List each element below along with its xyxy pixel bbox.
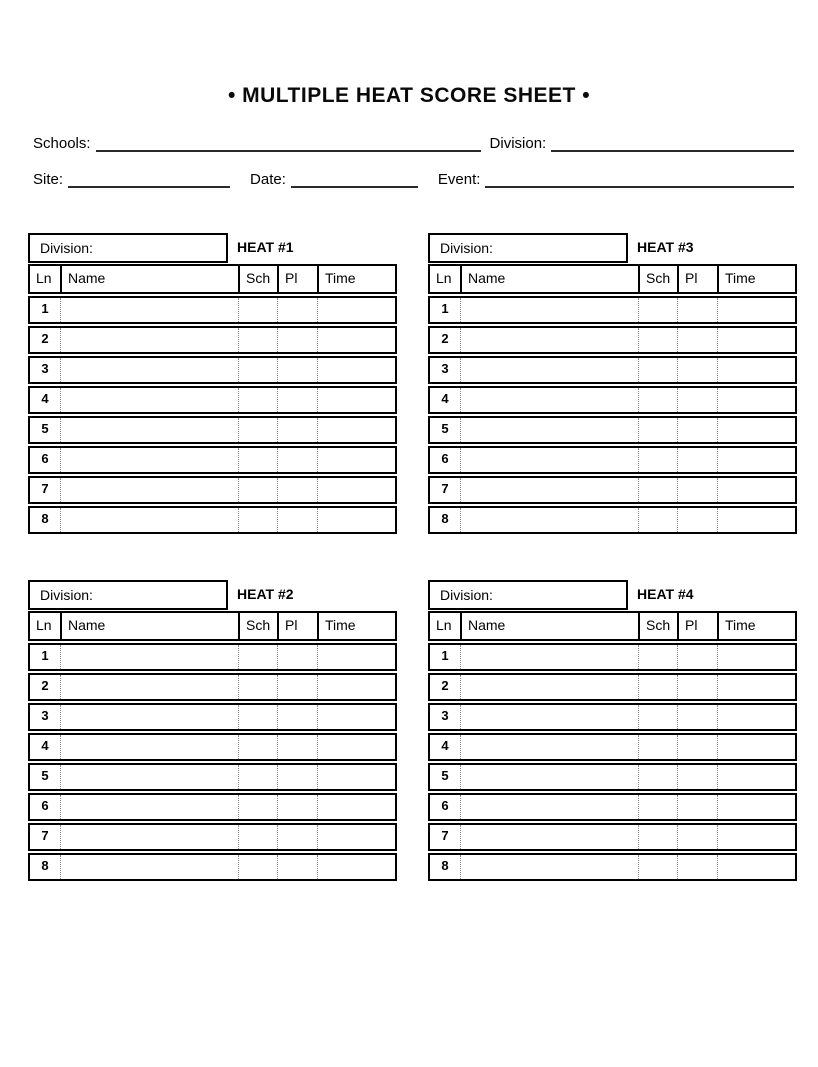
- heat-4-header: [428, 580, 797, 610]
- name-cell: [460, 328, 638, 352]
- sch-cell: [638, 478, 677, 502]
- sch-cell: [238, 795, 277, 819]
- column-header-row: [28, 264, 397, 294]
- pl-cell: [277, 448, 317, 472]
- name-cell: [60, 448, 238, 472]
- pl-cell: [277, 328, 317, 352]
- event-write-in-line: [485, 169, 794, 188]
- pl-cell: [277, 508, 317, 532]
- sch-cell: [638, 675, 677, 699]
- column-header-time: Time: [717, 266, 795, 292]
- division-box: [28, 233, 228, 263]
- lane-number: 3: [441, 361, 449, 376]
- sch-cell: [638, 855, 677, 879]
- sch-cell: [638, 705, 677, 729]
- lane-number: 6: [41, 798, 49, 813]
- sch-cell: [238, 508, 277, 532]
- name-cell: [460, 705, 638, 729]
- name-cell: [60, 675, 238, 699]
- lane-row: [28, 446, 397, 474]
- site-write-in-line: [68, 169, 230, 188]
- time-cell: [717, 795, 795, 819]
- name-cell: [60, 765, 238, 789]
- column-header-row: [428, 611, 797, 641]
- pl-cell: [677, 675, 717, 699]
- column-header-time: Time: [317, 613, 395, 639]
- sch-cell: [238, 298, 277, 322]
- lane-number: 4: [441, 738, 449, 753]
- lane-row: [28, 793, 397, 821]
- pl-cell: [677, 388, 717, 412]
- column-header-name: Name: [60, 613, 238, 639]
- lane-number: 1: [41, 648, 49, 663]
- pl-cell: [277, 855, 317, 879]
- sch-cell: [638, 645, 677, 669]
- name-cell: [60, 795, 238, 819]
- lane-row: [428, 386, 797, 414]
- lane-row: [428, 326, 797, 354]
- lane-row: [428, 446, 797, 474]
- time-cell: [317, 735, 395, 759]
- lane-row: [428, 703, 797, 731]
- pl-cell: [277, 675, 317, 699]
- pl-cell: [677, 705, 717, 729]
- heat-number-label: HEAT #2: [237, 586, 294, 602]
- lane-row: [28, 763, 397, 791]
- time-cell: [717, 855, 795, 879]
- lane-number: 2: [41, 331, 49, 346]
- division-box: [428, 233, 628, 263]
- time-cell: [317, 328, 395, 352]
- pl-cell: [677, 825, 717, 849]
- name-cell: [60, 645, 238, 669]
- name-cell: [60, 825, 238, 849]
- sch-cell: [638, 825, 677, 849]
- lane-number: 7: [441, 481, 449, 496]
- column-header-row: [428, 264, 797, 294]
- time-cell: [717, 478, 795, 502]
- lane-row: [28, 416, 397, 444]
- lane-number: 2: [41, 678, 49, 693]
- name-cell: [460, 825, 638, 849]
- table-division-label: Division:: [440, 240, 493, 256]
- pl-cell: [277, 705, 317, 729]
- column-header-ln: Ln: [36, 270, 52, 286]
- pl-cell: [677, 645, 717, 669]
- time-cell: [317, 645, 395, 669]
- time-cell: [717, 418, 795, 442]
- sch-cell: [638, 795, 677, 819]
- division-box: [28, 580, 228, 610]
- lane-number: 6: [441, 798, 449, 813]
- time-cell: [317, 478, 395, 502]
- lane-row: [28, 733, 397, 761]
- name-cell: [60, 388, 238, 412]
- page-title: • MULTIPLE HEAT SCORE SHEET •: [227, 84, 591, 107]
- time-cell: [717, 645, 795, 669]
- name-cell: [460, 765, 638, 789]
- heat-3-header: [428, 233, 797, 263]
- name-cell: [460, 508, 638, 532]
- lane-number: 8: [441, 858, 449, 873]
- sch-cell: [638, 328, 677, 352]
- sch-cell: [238, 735, 277, 759]
- sch-cell: [238, 478, 277, 502]
- column-header-name: Name: [460, 613, 638, 639]
- name-cell: [460, 855, 638, 879]
- lane-row: [28, 296, 397, 324]
- lane-row: [28, 673, 397, 701]
- time-cell: [317, 388, 395, 412]
- lane-row: [428, 793, 797, 821]
- time-cell: [317, 418, 395, 442]
- division-box: [428, 580, 628, 610]
- name-cell: [60, 508, 238, 532]
- pl-cell: [277, 645, 317, 669]
- lane-number: 4: [41, 738, 49, 753]
- column-header-time: Time: [317, 266, 395, 292]
- name-cell: [460, 478, 638, 502]
- lane-rows: [28, 643, 397, 881]
- lane-number: 1: [441, 301, 449, 316]
- lane-number: 3: [441, 708, 449, 723]
- heat-table-4: [428, 580, 797, 881]
- lane-row: [28, 506, 397, 534]
- lane-number: 3: [41, 361, 49, 376]
- time-cell: [317, 825, 395, 849]
- name-cell: [460, 675, 638, 699]
- time-cell: [317, 705, 395, 729]
- lane-row: [428, 823, 797, 851]
- name-cell: [460, 795, 638, 819]
- lane-number: 2: [441, 331, 449, 346]
- name-cell: [460, 418, 638, 442]
- pl-cell: [277, 358, 317, 382]
- time-cell: [717, 675, 795, 699]
- pl-cell: [677, 735, 717, 759]
- lane-row: [28, 853, 397, 881]
- sch-cell: [238, 675, 277, 699]
- name-cell: [60, 705, 238, 729]
- column-header-ln: Ln: [436, 617, 452, 633]
- lane-row: [28, 476, 397, 504]
- time-cell: [717, 705, 795, 729]
- field-row-schools-division: [33, 130, 794, 152]
- column-header-ln: Ln: [36, 617, 52, 633]
- table-division-label: Division:: [440, 587, 493, 603]
- lane-number: 4: [441, 391, 449, 406]
- heat-1-header: [28, 233, 397, 263]
- name-cell: [60, 298, 238, 322]
- lane-number: 1: [441, 648, 449, 663]
- lane-number: 7: [41, 481, 49, 496]
- lane-number: 6: [41, 451, 49, 466]
- pl-cell: [677, 418, 717, 442]
- lane-row: [28, 643, 397, 671]
- column-header-pl: Pl: [677, 613, 717, 639]
- pl-cell: [677, 298, 717, 322]
- time-cell: [317, 448, 395, 472]
- division-label: Division:: [489, 135, 547, 152]
- lane-row: [28, 356, 397, 384]
- lane-row: [428, 296, 797, 324]
- pl-cell: [677, 508, 717, 532]
- column-header-sch: Sch: [238, 266, 277, 292]
- heat-number-label: HEAT #3: [637, 239, 694, 255]
- sch-cell: [238, 825, 277, 849]
- date-label: Date:: [250, 171, 286, 188]
- lane-rows: [428, 296, 797, 534]
- pl-cell: [277, 388, 317, 412]
- date-write-in-line: [291, 169, 418, 188]
- sch-cell: [238, 448, 277, 472]
- column-header-sch: Sch: [238, 613, 277, 639]
- time-cell: [717, 298, 795, 322]
- form-fields: [33, 130, 794, 188]
- lane-number: 2: [441, 678, 449, 693]
- lane-number: 8: [41, 858, 49, 873]
- sch-cell: [238, 418, 277, 442]
- lane-number: 5: [441, 768, 449, 783]
- sch-cell: [638, 735, 677, 759]
- pl-cell: [277, 735, 317, 759]
- schools-label: Schools:: [33, 135, 91, 152]
- lane-row: [28, 386, 397, 414]
- lane-row: [428, 356, 797, 384]
- lane-rows: [428, 643, 797, 881]
- time-cell: [717, 508, 795, 532]
- name-cell: [460, 645, 638, 669]
- sch-cell: [638, 298, 677, 322]
- lane-number: 5: [441, 421, 449, 436]
- column-header-pl: Pl: [277, 613, 317, 639]
- time-cell: [317, 675, 395, 699]
- name-cell: [60, 418, 238, 442]
- lane-row: [428, 733, 797, 761]
- time-cell: [717, 358, 795, 382]
- column-header-sch: Sch: [638, 613, 677, 639]
- time-cell: [317, 765, 395, 789]
- name-cell: [60, 478, 238, 502]
- name-cell: [60, 358, 238, 382]
- time-cell: [717, 765, 795, 789]
- time-cell: [717, 735, 795, 759]
- name-cell: [60, 855, 238, 879]
- lane-row: [428, 643, 797, 671]
- name-cell: [60, 328, 238, 352]
- lane-number: 3: [41, 708, 49, 723]
- division-write-in-line: [551, 133, 794, 152]
- sch-cell: [238, 855, 277, 879]
- pl-cell: [277, 298, 317, 322]
- column-header-name: Name: [460, 266, 638, 292]
- sch-cell: [238, 765, 277, 789]
- lane-number: 8: [441, 511, 449, 526]
- heat-tables-grid: [28, 233, 797, 881]
- lane-number: 6: [441, 451, 449, 466]
- lane-rows: [28, 296, 397, 534]
- lane-number: 5: [41, 421, 49, 436]
- sch-cell: [238, 328, 277, 352]
- lane-number: 7: [441, 828, 449, 843]
- name-cell: [460, 358, 638, 382]
- lane-row: [428, 763, 797, 791]
- sch-cell: [638, 358, 677, 382]
- sch-cell: [638, 448, 677, 472]
- sch-cell: [638, 508, 677, 532]
- sch-cell: [638, 765, 677, 789]
- lane-number: 4: [41, 391, 49, 406]
- time-cell: [717, 328, 795, 352]
- pl-cell: [277, 418, 317, 442]
- pl-cell: [677, 795, 717, 819]
- name-cell: [460, 735, 638, 759]
- heat-table-2: [28, 580, 397, 881]
- pl-cell: [277, 478, 317, 502]
- lane-row: [428, 476, 797, 504]
- table-division-label: Division:: [40, 240, 93, 256]
- field-row-site-date-event: [33, 166, 794, 188]
- heat-number-label: HEAT #1: [237, 239, 294, 255]
- time-cell: [317, 508, 395, 532]
- heat-2-header: [28, 580, 397, 610]
- column-header-pl: Pl: [677, 266, 717, 292]
- time-cell: [717, 448, 795, 472]
- sch-cell: [238, 645, 277, 669]
- pl-cell: [677, 328, 717, 352]
- schools-write-in-line: [96, 133, 481, 152]
- lane-row: [428, 673, 797, 701]
- site-label: Site:: [33, 171, 64, 188]
- sch-cell: [638, 388, 677, 412]
- pl-cell: [677, 448, 717, 472]
- column-header-name: Name: [60, 266, 238, 292]
- heat-number-label: HEAT #4: [637, 586, 694, 602]
- time-cell: [317, 298, 395, 322]
- name-cell: [460, 448, 638, 472]
- lane-number: 1: [41, 301, 49, 316]
- column-header-pl: Pl: [277, 266, 317, 292]
- lane-number: 8: [41, 511, 49, 526]
- heat-table-1: [28, 233, 397, 534]
- lane-row: [428, 853, 797, 881]
- pl-cell: [677, 765, 717, 789]
- pl-cell: [677, 855, 717, 879]
- lane-row: [428, 416, 797, 444]
- pl-cell: [277, 825, 317, 849]
- sch-cell: [638, 418, 677, 442]
- column-header-row: [28, 611, 397, 641]
- time-cell: [317, 358, 395, 382]
- table-division-label: Division:: [40, 587, 93, 603]
- name-cell: [460, 298, 638, 322]
- lane-row: [28, 703, 397, 731]
- column-header-sch: Sch: [638, 266, 677, 292]
- heat-table-3: [428, 233, 797, 534]
- sch-cell: [238, 358, 277, 382]
- time-cell: [317, 795, 395, 819]
- pl-cell: [677, 478, 717, 502]
- name-cell: [460, 388, 638, 412]
- time-cell: [317, 855, 395, 879]
- pl-cell: [277, 795, 317, 819]
- time-cell: [717, 388, 795, 412]
- event-label: Event:: [437, 171, 481, 188]
- sch-cell: [238, 388, 277, 412]
- column-header-time: Time: [717, 613, 795, 639]
- lane-number: 5: [41, 768, 49, 783]
- lane-row: [428, 506, 797, 534]
- name-cell: [60, 735, 238, 759]
- lane-row: [28, 326, 397, 354]
- lane-row: [28, 823, 397, 851]
- lane-number: 7: [41, 828, 49, 843]
- time-cell: [717, 825, 795, 849]
- sch-cell: [238, 705, 277, 729]
- pl-cell: [277, 765, 317, 789]
- column-header-ln: Ln: [436, 270, 452, 286]
- pl-cell: [677, 358, 717, 382]
